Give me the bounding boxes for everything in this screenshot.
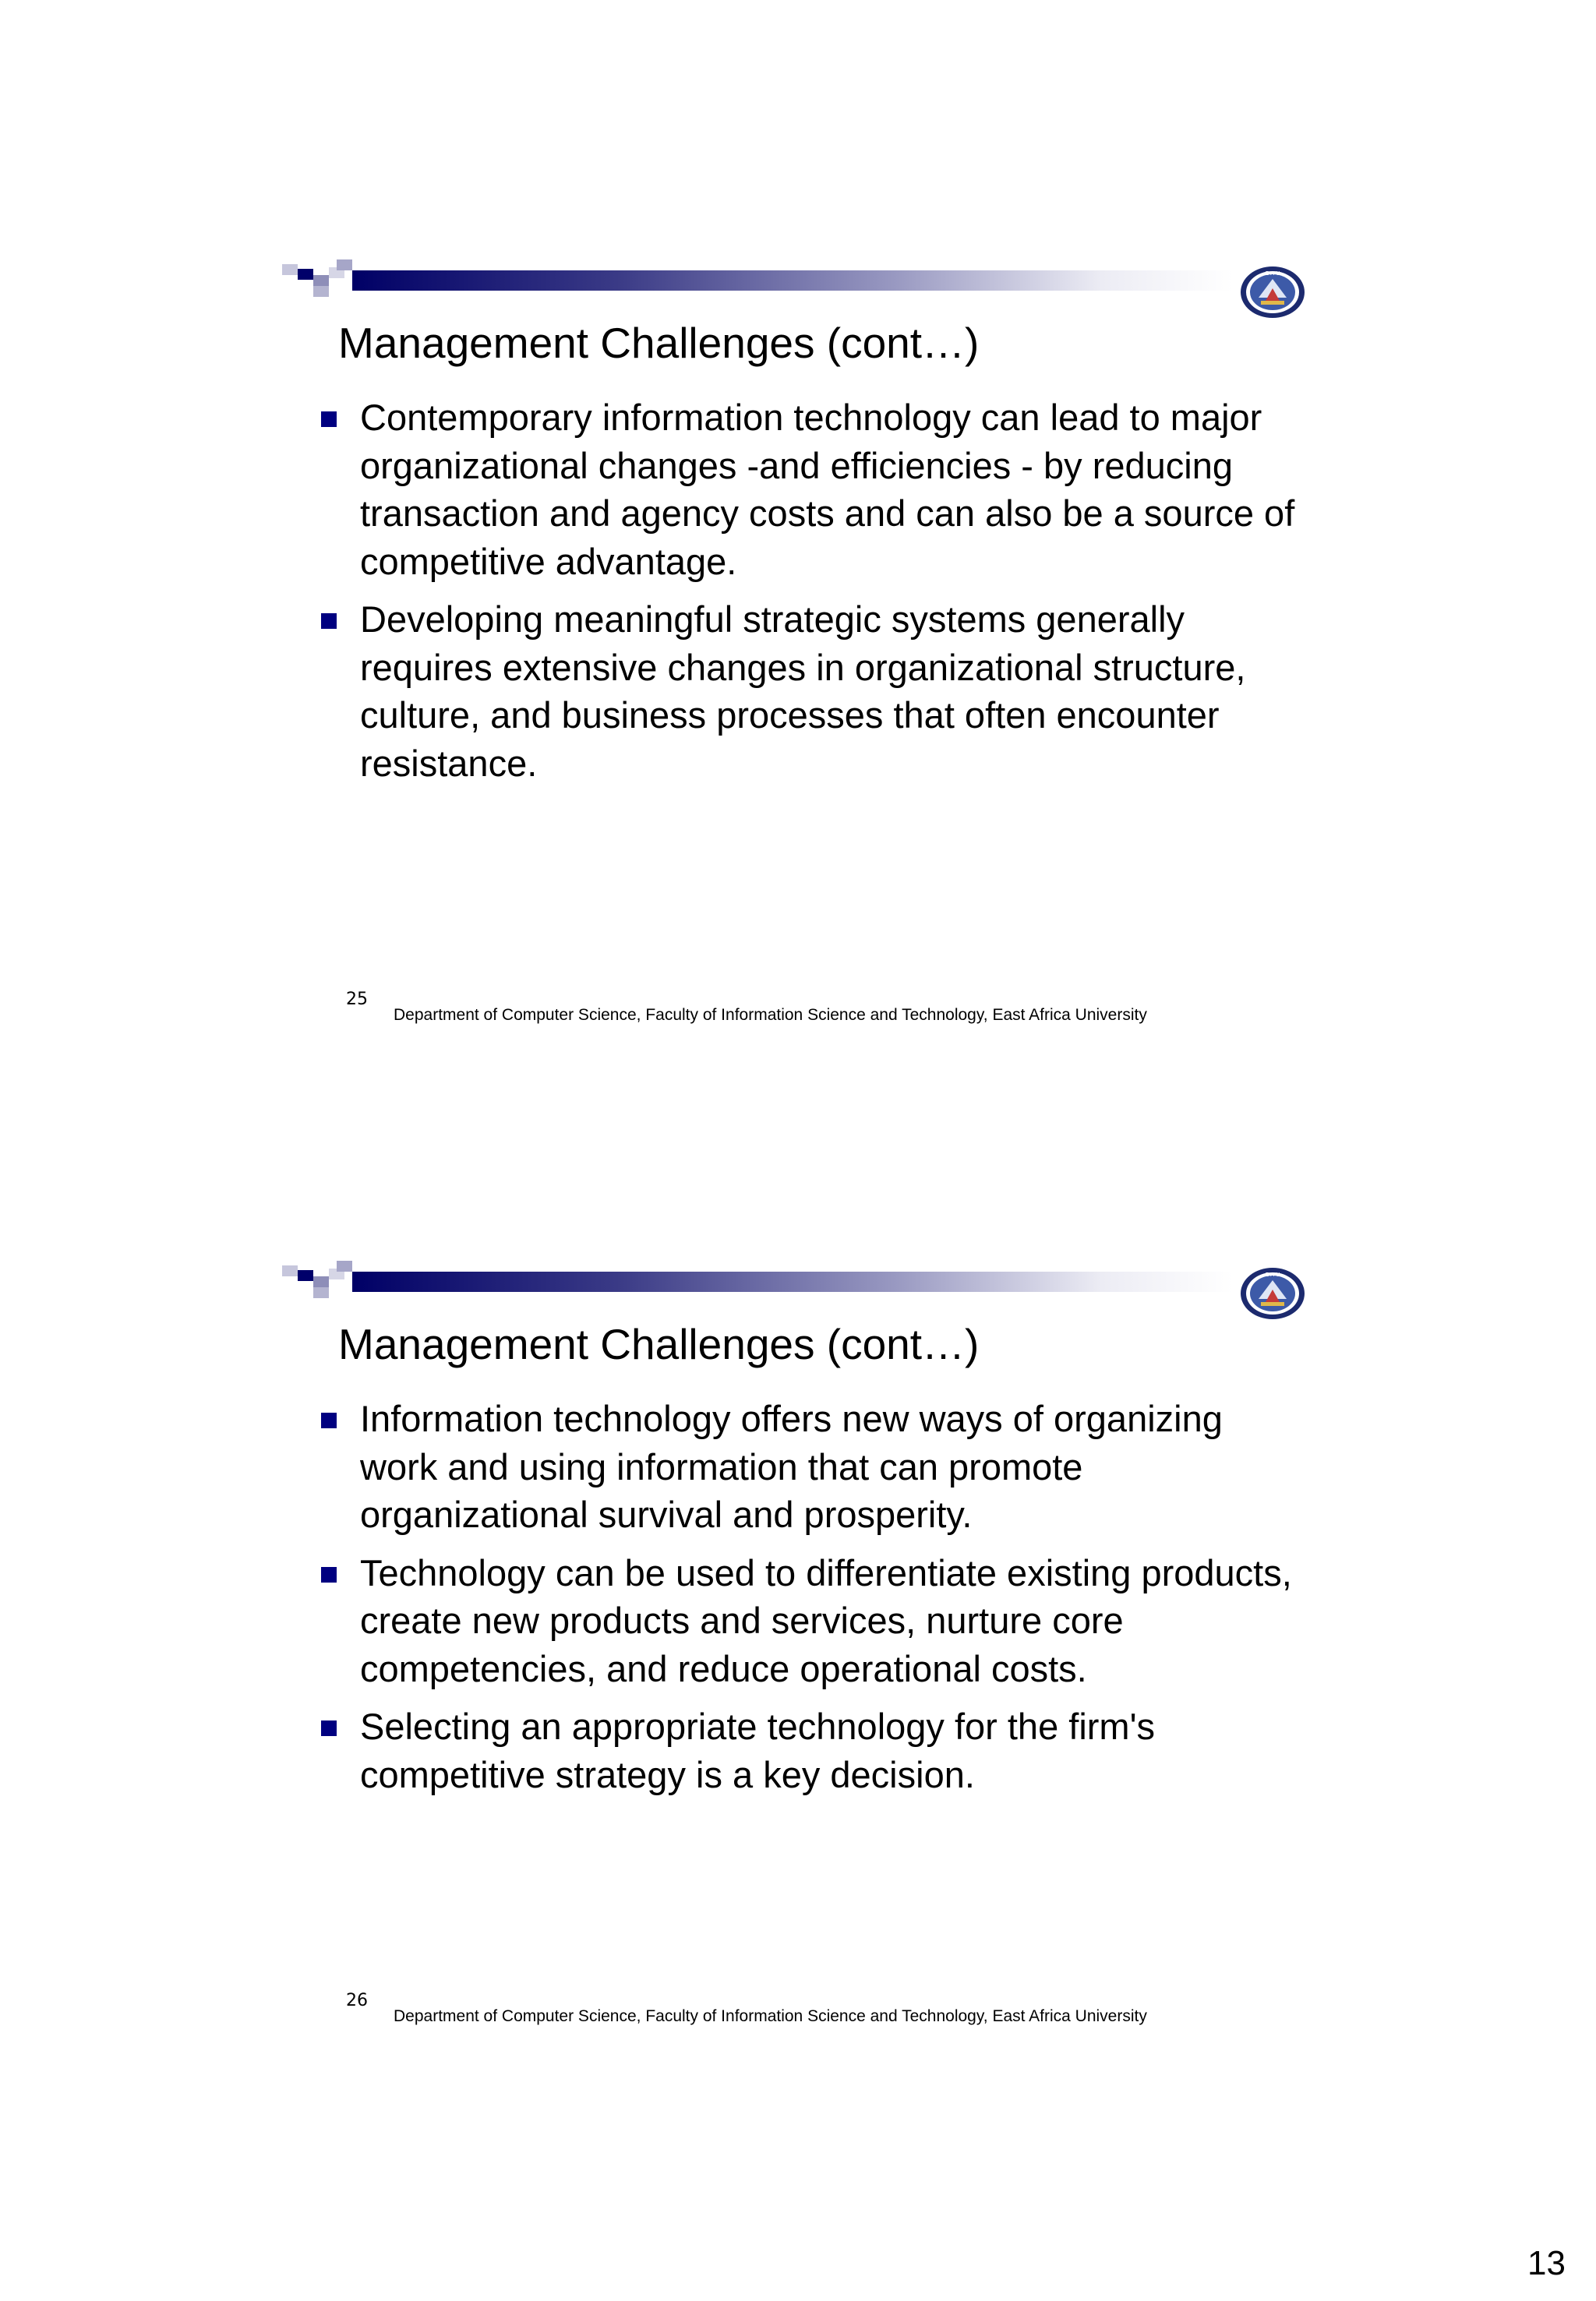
bullet-text: Contemporary information technology can lead to major organizational changes -and efficiencies - by reducing transaction and agency costs and can also be a source of competitive advantage. (360, 397, 1295, 582)
square-bullet-icon (321, 1720, 337, 1736)
bullet-item (321, 1549, 1303, 1693)
university-seal-icon (1239, 265, 1306, 319)
slide-number: 26 (346, 1991, 368, 2010)
bullet-item (321, 1395, 1303, 1539)
bullet-text: Developing meaningful strategic systems generally requires extensive changes in organizational structure, culture, and business processes that often encounter resistance. (360, 598, 1246, 784)
svg-text:E A U: E A U (1265, 270, 1280, 277)
svg-text:E A U: E A U (1265, 1272, 1280, 1278)
slide-header-decoration (282, 261, 1311, 300)
page-number: 13 (1527, 2244, 1566, 2282)
university-seal-icon (1239, 1266, 1306, 1321)
slide-footer: Department of Computer Science, Faculty of Information Science and Technology, East Africa University (394, 1006, 1147, 1024)
square-bullet-icon (321, 411, 337, 427)
bullet-text: Selecting an appropriate technology for the firm's competitive strategy is a key decision. (360, 1706, 1156, 1795)
slide-footer: Department of Computer Science, Faculty of Information Science and Technology, East Africa University (394, 2007, 1147, 2025)
square-bullet-icon (321, 1413, 337, 1428)
square-bullet-icon (321, 613, 337, 629)
bullet-item (321, 393, 1303, 585)
header-gradient-bar (352, 270, 1233, 291)
slide-title: Management Challenges (cont…) (338, 1320, 980, 1368)
slide-25 (282, 261, 1319, 1040)
slide-number: 25 (346, 990, 368, 1009)
bullet-item (321, 1703, 1303, 1798)
slide-header-decoration (282, 1262, 1311, 1301)
bullet-item (321, 595, 1303, 787)
slide-26 (282, 1262, 1319, 2042)
bullet-list (321, 393, 1303, 797)
header-gradient-bar (352, 1272, 1233, 1292)
square-bullet-icon (321, 1567, 337, 1583)
slide-title: Management Challenges (cont…) (338, 319, 980, 367)
bullet-text: Information technology offers new ways of organizing work and using information that can promote organizational survival and prosperity. (360, 1398, 1223, 1535)
bullet-list (321, 1395, 1303, 1809)
bullet-text: Technology can be used to differentiate existing products, create new products and services, nurture core competencies, and reduce operational costs. (360, 1551, 1292, 1689)
